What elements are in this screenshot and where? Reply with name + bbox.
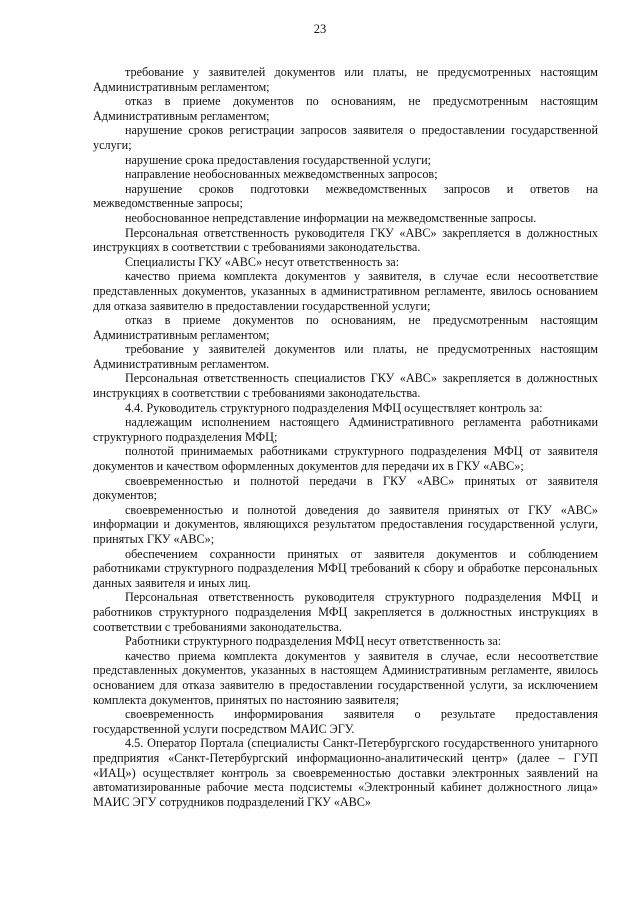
paragraph: отказ в приеме документов по основаниям, не предусмотренным настоящим Административным регламентом; <box>93 94 598 123</box>
paragraph: качество приема комплекта документов у заявителя в случае, если несоответствие представленных документов, указанных в настоящем Административным регламенте, явилось основанием для отказа заявителю в предоставлении государственной услуги, за исключением комплекта документов, принятых по настоянию заявителя; <box>93 648 598 707</box>
paragraph: 4.4. Руководитель структурного подразделения МФЦ осуществляет контроль за: <box>125 400 543 415</box>
paragraph: обеспечением сохранности принятых от заявителя документов и соблюдением работниками структурного подразделения МФЦ требований к сбору и обработке персональных данных заявителя и иных лиц. <box>93 546 598 590</box>
paragraph: Специалисты ГКУ «АВС» несут ответственность за: <box>125 254 400 269</box>
page-number: 23 <box>313 22 327 36</box>
paragraph: Работники структурного подразделения МФЦ несут ответственность за: <box>125 634 502 649</box>
paragraph: своевременностью и полнотой доведения до заявителя принятых от ГКУ «АВС» информации и документов, являющихся результатом предоставления государственной услуги, принятых ГКУ «АВС»; <box>93 502 598 546</box>
paragraph: Персональная ответственность руководителя ГКУ «АВС» закрепляется в должностных инструкциях в соответствии с требованиями законодательства. <box>93 225 598 255</box>
paragraph: отказ в приеме документов по основаниям, не предусмотренным настоящим Административным регламентом; <box>93 313 598 342</box>
paragraph: полнотой принимаемых работниками структурного подразделения МФЦ от заявителя документов и качеством оформленных документов для передачи их в ГКУ «АВС»; <box>93 444 598 474</box>
paragraph: нарушение сроков подготовки межведомственных запросов и ответов на межведомственные запросы; <box>93 181 598 211</box>
paragraph: направление необоснованных межведомственных запросов; <box>125 167 438 182</box>
paragraph: своевременностью и полнотой передачи в ГКУ «АВС» принятых от заявителя документов; <box>93 473 598 503</box>
paragraph: нарушение сроков регистрации запросов заявителя о предоставлении государственной услуги; <box>93 123 598 152</box>
paragraph: требование у заявителей документов или платы, не предусмотренных настоящим Административным регламентом; <box>93 65 598 94</box>
document-body <box>93 65 598 809</box>
paragraph: нарушение срока предоставления государственной услуги; <box>125 152 432 167</box>
paragraph: необоснованное непредставление информации на межведомственные запросы. <box>125 210 537 225</box>
paragraph: требование у заявителей документов или платы, не предусмотренных настоящим Административным регламентом. <box>93 342 598 371</box>
paragraph: 4.5. Оператор Портала (специалисты Санкт-Петербургского государственного унитарного предприятия «Санкт-Петербургский информационно-аналитический центр» (далее – ГУП «ИАЦ») осуществляет контроль за своевременностью доставки электронных заявлений на автоматизированные рабочие места подсистемы «Электронный кабинет должностного лица» МАИС ЭГУ сотрудников подразделений ГКУ «АВС» <box>93 736 598 809</box>
paragraph: надлежащим исполнением настоящего Административного регламента работниками структурного подразделения МФЦ; <box>93 415 598 444</box>
paragraph: качество приема комплекта документов у заявителя, в случае если несоответствие представленных документов, указанных в административном регламенте, явилось основанием для отказа заявителю в предоставлении государственной услуги; <box>93 269 598 313</box>
paragraph: Персональная ответственность специалистов ГКУ «АВС» закрепляется в должностных инструкциях в соответствии с требованиями законодательства. <box>93 371 598 401</box>
paragraph: Персональная ответственность руководителя структурного подразделения МФЦ и работников структурного подразделения МФЦ закрепляется в должностных инструкциях в соответствии с требованиями законодательства. <box>93 590 598 634</box>
paragraph: своевременность информирования заявителя о результате предоставления государственной услуги посредством МАИС ЭГУ. <box>93 707 598 736</box>
